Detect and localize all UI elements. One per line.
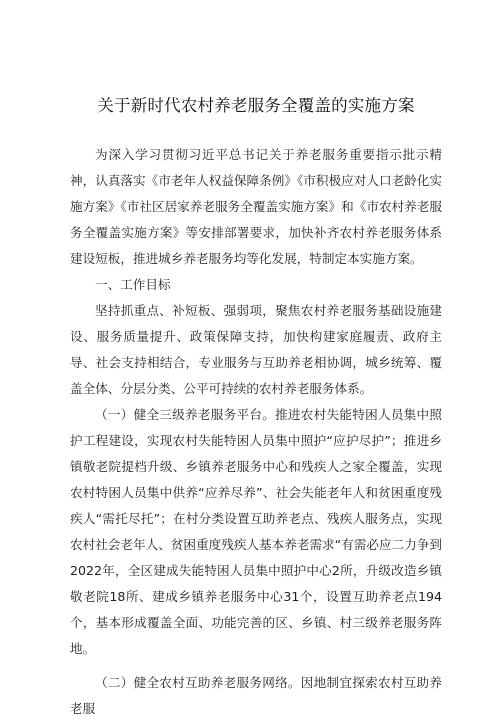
section-heading-work-goals: 一、工作目标 bbox=[95, 277, 171, 292]
section-body-paragraph: 坚持抓重点、补短板、强弱项，聚焦农村养老服务基础设施建设、服务质量提升、政策保障支持，加快构建家庭履责、政府主导、社会支持相结合，专业服务与互助养老相协调，城乡统筹、覆盖全体、分层分类、公平可持续的农村养老服务体系。 bbox=[70, 303, 442, 396]
intro-paragraph: 为深入学习贯彻习近平总书记关于养老服务重要指示批示精神，认真落实《市老年人权益保障条例》《市积极应对人口老龄化实施方案》《市社区居家养老服务全覆盖实施方案》和《市农村养老服务全覆盖实施方案》等安排部署要求，加快补齐农村养老服务体系建设短板，推进城乡养老服务均等化发展，特制定本实施方案。 bbox=[70, 147, 442, 266]
item-one-paragraph: （一）健全三级养老服务平台。推进农村失能特困人员集中照护工程建设，实现农村失能特困人员集中照护“应护尽护”；推进乡镇敬老院提档升级、乡镇养老服务中心和残疾人之家全覆盖，实现农村特困人员集中供养“应养尽养”、社会失能老年人和贫困重度残疾人“需托尽托”；在村分类设置互助养老点、残疾人服务点，实现农村社会老年人、贫困重度残疾人基本养老需求“有需必应二力争到2022年，全区建成失能特困人员集中照护中心2所，升级改造乡镇敬老院18所、建成乡镇养老服务中心31个，设置互助养老点194个，基本形成覆盖全面、功能完善的区、乡镇、村三级养老服务阵地。 bbox=[70, 407, 442, 656]
document-title: 关于新时代农村养老服务全覆盖的实施方案 bbox=[97, 96, 415, 115]
item-two-paragraph: （二）健全农村互助养老服务网络。因地制宜探索农村互助养老服 bbox=[70, 675, 442, 716]
